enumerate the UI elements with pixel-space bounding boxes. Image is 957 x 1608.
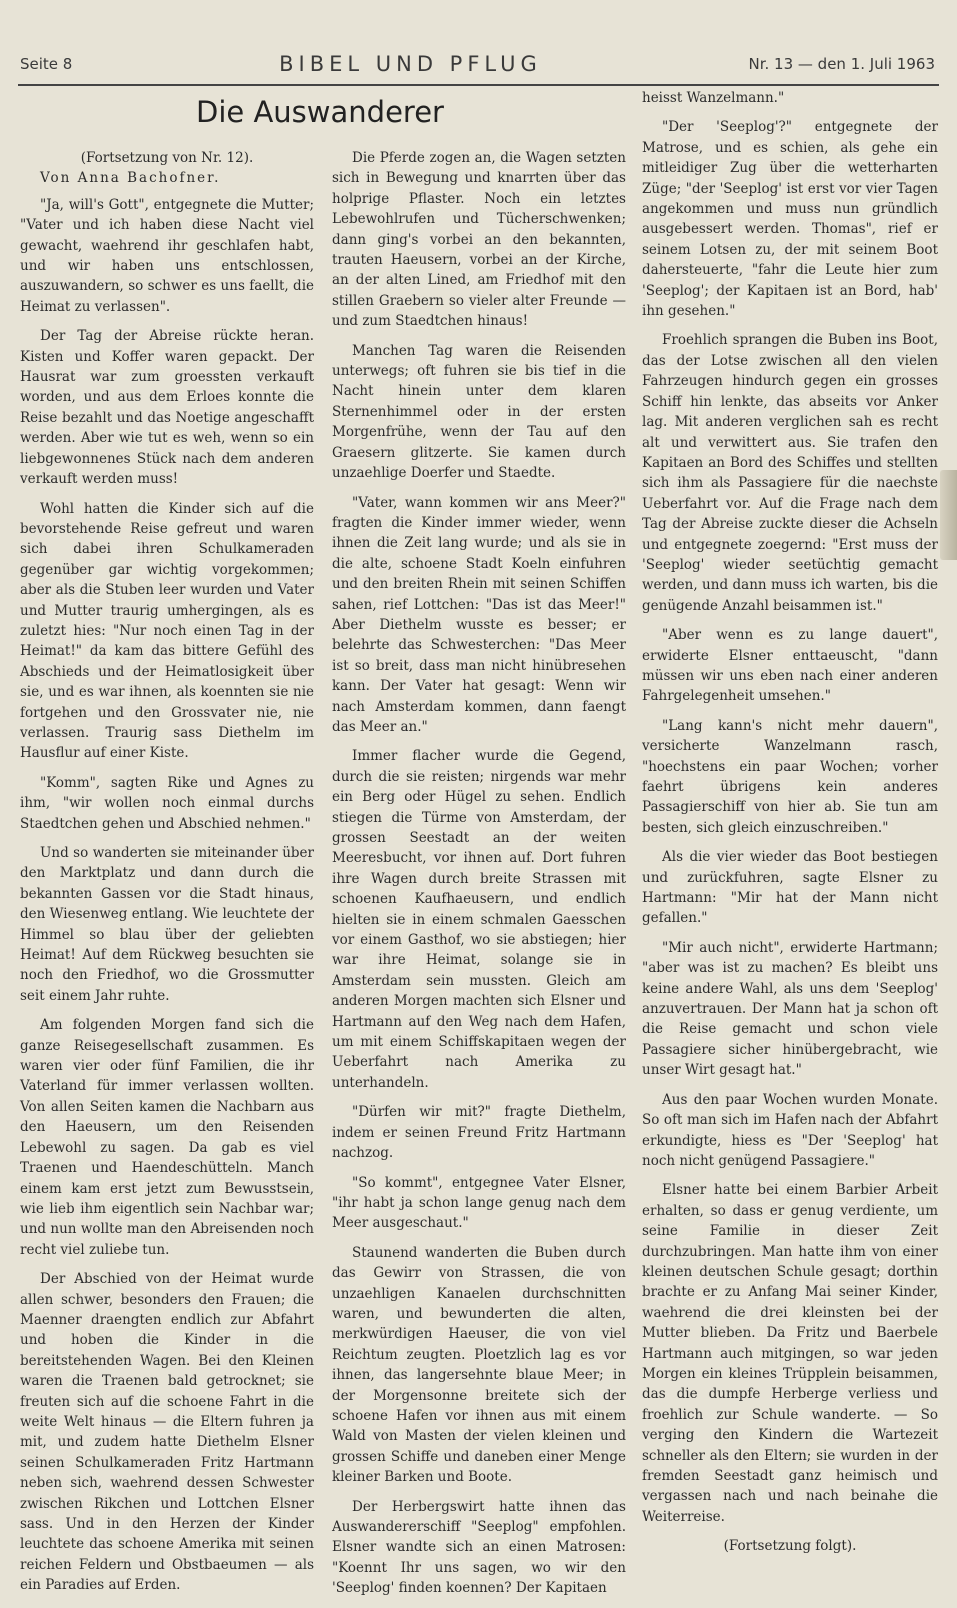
paragraph: "Komm", sagten Rike und Agnes zu ihm, "wir wollen noch einmal durchs Staedtchen gehen und Abschied nehmen." (20, 774, 314, 832)
paragraph: Die Pferde zogen an, die Wagen setzten sich in Bewegung und knarrten über das holprige Pflaster. Noch ein letztes Lebewohlrufen und Tücherschwenken; dann ging's vorbei an den bekannten, trauten Haeusern, vorbei an der Kirche, an der alten Lined, am Friedhof mit den stillen Graebern so vieler alter Freunde — und zum Staedtchen hinaus! (332, 150, 626, 330)
paragraph: "Der 'Seeplog'?" entgegnete der Matrose, und es schien, als gehe ein mitleidiger Zug über die wetterharten Züge; "der 'Seeplog' ist erst vor vier Tagen angekommen und muss nun gründlich ausgebessert werden. Thomas", rief er seinem Lotsen zu, der mit seinem Boot dahersteuerte, "fahr die Leute hier zum 'Seeplog'; der Kapitaen ist an Bord, hab' ihn gesehen." (642, 119, 938, 320)
continuation-footer: (Fortsetzung folgt). (723, 1538, 857, 1555)
paragraph: Froehlich sprangen die Buben ins Boot, das der Lotse zwischen all den vielen Fahrzeugen hindurch gegen ein grosses Schiff hin lenkte, das abseits vor Anker lag. Mit anderen verglichen sah es recht alt und verwittert aus. Sie trafen den Kapitaen an Bord des Schiffes und stellten sich ihm als Passagiere für die naechste Ueberfahrt vor. Auf die Frage nach dem Tag der Abreise zuckte dieser die Achseln und entgegnete zoegernd: "Erst muss der 'Seeplog' wieder seetüchtig gemacht werden, und dann muss ich warten, bis die genügende Anzahl beisammen ist." (642, 332, 938, 614)
paragraph: Als die vier wieder das Boot bestiegen und zurückfuhren, sagte Elsner zu Hartmann: "Mir hat der Mann nicht gefallen." (642, 849, 938, 927)
column-3 (642, 88, 938, 1557)
paragraph: Der Tag der Abreise rückte heran. Kisten und Koffer waren gepackt. Der Hausrat war zum groessten verkauft worden, und aus dem Erloes konnte die Reise bezahlt und das Noetige angeschafft werden. Aber wie tut es weh, wenn so ein liebgewonnenes Stück nach dem anderen verkauft werden muss! (20, 328, 314, 488)
paragraph: Und so wanderten sie miteinander über den Marktplatz und dann durch die bekannten Gassen vor die Stadt hinaus, den Wiesenweg entlang. Wie leuchtete der Himmel so blau über der geliebten Heimat! Auf dem Rückweg besuchten sie noch den Friedhof, wo die Grossmutter seit einem Jahr ruhte. (20, 845, 314, 1004)
column-2 (332, 148, 626, 1608)
paragraph: "Aber wenn es zu lange dauert", erwiderte Elsner enttaeuscht, "dann müssen wir uns eben nach einer anderen Fahrgelegenheit umsehen." (642, 627, 938, 705)
page-number: Seite 8 (20, 55, 73, 73)
paragraph: Der Abschied von der Heimat wurde allen schwer, besonders den Frauen; die Maenner draengten endlich zur Abfahrt und hoben die Kinder in die bereitstehenden Wagen. Bei den Kleinen waren die Traenen bald getrocknet; sie freuten sich auf die schoene Fahrt in die weite Welt hinaus — die Eltern fuhren ja mit, und zudem hatte Diethelm Elsner seinen Schulkameraden Fritz Hartmann neben sich, waehrend dessen Schwester zwischen Rikchen und Lottchen Elsner sass. Und in den Herzen der Kinder leuchtete das schoene Amerika mit seinen reichen Feldern und Obstbaeumen — als ein Paradies auf Erden. (20, 1271, 314, 1594)
paragraph: Der Herbergswirt hatte ihnen das Auswandererschiff "Seeplog" empfohlen. Elsner wandte sich an einen Matrosen: "Koennt Ihr uns sagen, wo wir den 'Seeplog' finden koennen? Der Kapitaen (332, 1498, 626, 1597)
header-rule (18, 84, 939, 86)
column-1 (20, 148, 314, 1605)
paragraph: Wohl hatten die Kinder sich auf die bevorstehende Reise gefreut und waren sich dabei ihren Schulkameraden gegenüber gar wichtig vorgekommen; aber als die Stuben leer wurden und Vater und Mutter traurig umhergingen, als es zuletzt hies: "Nur noch einen Tag in der Heimat!" da kam das bittere Gefühl des Abschieds und der Heimatlosigkeit über sie, und es war ihnen, als koennten sie nie fortgehen und den Grossvater nie, nie verlassen. Traurig sass Diethelm im Hausflur auf einer Kiste. (20, 500, 314, 762)
paragraph: heisst Wanzelmann." (642, 90, 785, 106)
paragraph: Aus den paar Wochen wurden Monate. So oft man sich im Hafen nach der Abfahrt erkundigte, hiess es "Der 'Seeplog' hat noch nicht genügend Passagiere." (642, 1091, 938, 1169)
article-title: Die Auswanderer (196, 95, 444, 129)
continuation-note: (Fortsetzung von Nr. 12). (80, 150, 254, 166)
paragraph: "Lang kann's nicht mehr dauern", versicherte Wanzelmann rasch, "hoechstens ein paar Wochen; vorher faehrt übrigens kein anderes Passagierschiff von hier ab. Sie tun am besten, sich gleich einzuschreiben." (642, 717, 938, 836)
paragraph: Staunend wanderten die Buben durch das Gewirr von Strassen, die von unzaehligen Kanaelen durchschnitten waren, und bewunderten die alten, merkwürdigen Haeuser, die von viel Reichtum zeugten. Ploetzlich lag es vor ihnen, das langersehnte blaue Meer; in der Morgensonne breitete sich der schoene Hafen vor ihnen aus mit einem Wald von Masten der vielen kleinen und grossen Schiffe und daneben einer Menge kleiner Barken und Boote. (332, 1244, 626, 1486)
paragraph: "Vater, wann kommen wir ans Meer?" fragten die Kinder immer wieder, wenn ihnen die Zeit lang wurde; und als sie in die alte, schoene Stadt Koeln einfuhren und den breiten Rhein mit seinen Schiffen sahen, rief Lottchen: "Das ist das Meer!" Aber Diethelm wusste es besser; er belehrte das Schwesterchen: "Das Meer ist so breit, dass man nicht hinübresehen kann. Der Vater hat gesagt: Wenn wir nach Amsterdam kommen, dann faengt das Meer an." (332, 494, 626, 735)
page-header (20, 44, 935, 84)
issue-date: Nr. 13 — den 1. Juli 1963 (748, 55, 935, 73)
paragraph: Manchen Tag waren die Reisenden unterwegs; oft fuhren sie bis tief in die Nacht hinein unter dem klaren Sternenhimmel oder in der ersten Morgenfrühe, wenn der Tau auf den Graesern glitzerte. Sie kamen durch unzaehlige Doerfer und Staedte. (332, 342, 626, 482)
paragraph: "Ja, will's Gott", entgegnete die Mutter; "Vater und ich haben diese Nacht viel gewacht, waehrend ihr geschlafen habt, und wir haben uns entschlossen, auszuwandern, so schwer es uns faellt, die Heimat zu verlassen". (20, 196, 314, 315)
paragraph: "So kommt", entgegnee Vater Elsner, "ihr habt ja schon lange genug nach dem Meer ausgeschaut." (332, 1174, 626, 1232)
paragraph: Elsner hatte bei einem Barbier Arbeit erhalten, so dass er genug verdiente, um seine Familie in dieser Zeit durchzubringen. Man hatte ihm von einer kleinen deutschen Schule gesagt; dorthin brachte er zu Anfang Mai seiner Kinder, waehrend die drei kleinsten bei der Mutter blieben. Da Fritz und Baerbele Hartmann auch mitgingen, so war jeden Morgen ein kleines Trüpplein beisammen, das die dumpfe Herberge verliess und froehlich zur Schule wanderte. — So verging den Kindern die Wartezeit schneller als den Eltern; sie wurden in der fremden Seestadt ganz heimisch und vergassen nach und nach beinahe die Weiterreise. (642, 1182, 938, 1525)
paragraph: "Mir auch nicht", erwiderte Hartmann; "aber was ist zu machen? Es bleibt uns keine andere Wahl, als uns dem 'Seeplog' anzuvertrauen. Der Mann hat ja schon oft die Reise gemacht und schon viele Passagiere sicher hinübergebracht, wie unser Wirt gesagt hat." (642, 939, 938, 1079)
paragraph: Immer flacher wurde die Gegend, durch die sie reisten; nirgends war mehr ein Berg oder Hügel zu sehen. Endlich stiegen die Türme von Amsterdam, der grossen Seestadt an der weiten Meeresbucht, vor ihnen auf. Dort fuhren ihre Wagen durch breite Strassen mit schoenen Kaufhaeusern, und endlich hielten sie in einem schmalen Gaesschen vor einem Gasthof, wo sie abstiegen; hier war ihre Heimat, solange sie in Amsterdam sein mussten. Gleich am anderen Morgen machten sich Elsner und Hartmann auf den Weg nach dem Hafen, um mit einem Schiffskapitaen wegen der Ueberfahrt nach Amerika zu unterhandeln. (332, 748, 626, 1091)
paragraph: Am folgenden Morgen fand sich die ganze Reisegesellschaft zusammen. Es waren vier oder fünf Familien, die ihr Vaterland für immer verlassen wollten. Von allen Seiten kamen die Nachbarn aus den Haeusern, um den Reisenden Lebewohl zu sagen. Da gab es viel Traenen und Haendeschütteln. Manch einem kam erst jetzt zum Bewusstsein, wie lieb ihm eigentlich sein Nachbar war; und nun wollte man den Abreisenden noch recht viel zuliebe tun. (20, 1017, 314, 1258)
paragraph: "Dürfen wir mit?" fragte Diethelm, indem er seinen Freund Fritz Hartmann nachzog. (332, 1104, 626, 1162)
author-line: Von Anna Bachofner. (40, 170, 221, 187)
binding-clip (940, 470, 957, 560)
masthead: BIBEL UND PFLUG (279, 52, 542, 76)
